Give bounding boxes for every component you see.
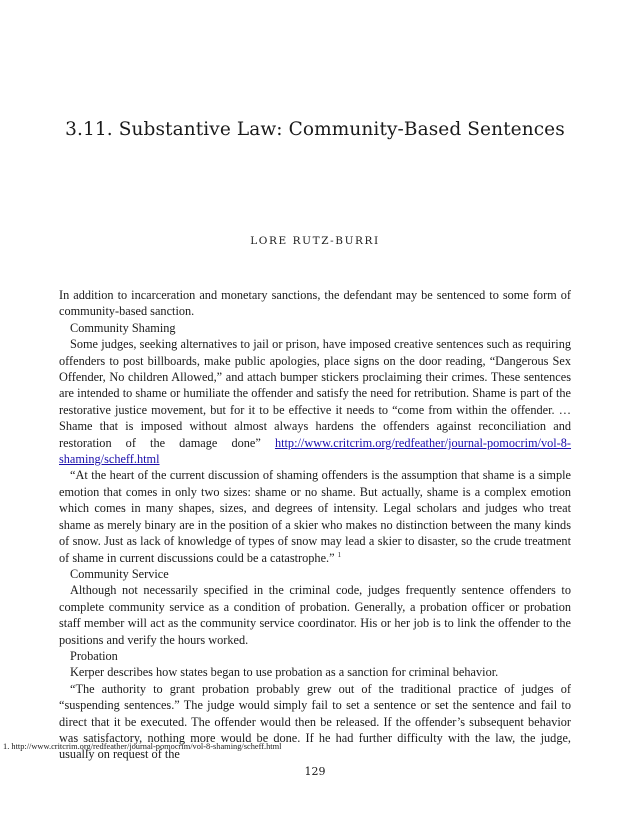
probation-paragraph-2: “The authority to grant probation probably grew out of the traditional practice of judges of “suspending sentences.” The judge would simply fail to set a sentence or set the sentence and fail to direct that it be executed. The offender would then be released. If the offender’s subsequent behavior was satisfactory, nothing more would be done. If he had further difficulty with the law, the judge, usually on request of the bbox=[59, 681, 571, 762]
author-name: LORE RUTZ-BURRI bbox=[250, 235, 380, 247]
shaming-paragraph-2 bbox=[59, 467, 571, 565]
page-number: 129 bbox=[304, 765, 326, 778]
shaming-paragraph-1-text: Some judges, seeking alternatives to jail or prison, have imposed creative sentences such as requiring offenders to post billboards, make public apologies, place signs on the door reading, “Dangerous Sex Offender, No children Allowed,” and attach bumper stickers proclaiming their crimes. These sentences are intended to shame or humiliate the offender and satisfy the need for retribution. Shame is part of the restorative justice movement, but for it to be effective it needs to “come from within the offender. … Shame that is imposed without almost always hardens the offenders against reconciliation and restoration of the damage done” bbox=[59, 337, 571, 450]
chapter-title: 3.11. Substantive Law: Community-Based Sentences bbox=[65, 119, 565, 140]
body-text bbox=[59, 287, 571, 763]
heading-community-shaming: Community Shaming bbox=[70, 320, 176, 335]
shaming-paragraph-1 bbox=[59, 336, 571, 467]
intro-paragraph: In addition to incarceration and monetary sanctions, the defendant may be sentenced to some form of community-based sanction. bbox=[59, 288, 571, 319]
shaming-source-link[interactable]: http://www.critcrim.org/redfeather/journal-pomocrim/vol-8-shaming/scheff.html bbox=[59, 435, 572, 467]
footnote: 1. http://www.critcrim.org/redfeather/journal-pomocrim/vol-8-shaming/scheff.html bbox=[3, 742, 282, 751]
heading-community-service: Community Service bbox=[70, 566, 169, 581]
shaming-paragraph-2-text: “At the heart of the current discussion of shaming offenders is the assumption that shame is a simple emotion that comes in only two sizes: shame or no shame. But actually, shame is a complex emotion which comes in many shapes, sizes, and degrees of intensity. Legal scholars and judges who treat shame as merely binary are in the position of a skier who makes no distinction between the many kinds of snow. Just as lack of knowledge of types of snow may lead a skier to disaster, so the crude treatment of shame in current discussions could be a catastrophe.” bbox=[59, 468, 571, 565]
footnote-reference[interactable]: 1 bbox=[337, 550, 342, 559]
heading-probation: Probation bbox=[70, 648, 118, 663]
service-paragraph: Although not necessarily specified in the criminal code, judges frequently sentence offenders to complete community service as a condition of probation. Generally, a probation officer or probation staff member will act as the community service coordinator. His or her job is to link the offender to the positions and verify the hours worked. bbox=[59, 583, 571, 647]
probation-paragraph-1: Kerper describes how states began to use probation as a sanction for criminal behavior. bbox=[70, 665, 499, 680]
